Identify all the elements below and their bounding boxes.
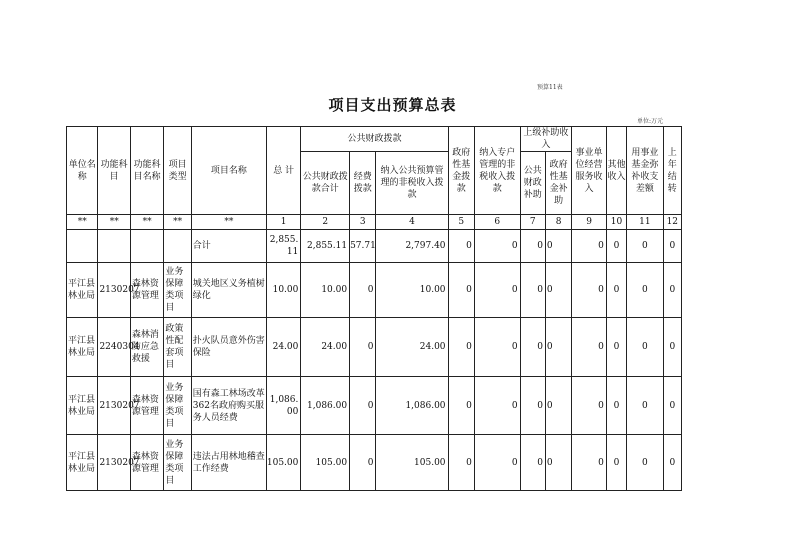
- row-total: 105.00: [266, 435, 301, 491]
- row-unit: 平江县林业局: [67, 435, 98, 491]
- row-pub-subsidy: 0: [520, 377, 545, 435]
- table-row: [67, 435, 682, 491]
- row-business: 0: [572, 435, 607, 491]
- row-total: 1,086.00: [266, 377, 301, 435]
- row-carry: 0: [663, 263, 681, 318]
- index-row: [67, 215, 682, 230]
- row-code: 2130207: [98, 377, 130, 435]
- row-public-total: 24.00: [301, 318, 350, 377]
- row-type: 业务保障类项目: [164, 435, 191, 491]
- row-budget-nontax: 1,086.00: [376, 377, 448, 435]
- header-public-fiscal: 公共财政拨款: [301, 127, 448, 152]
- row-pub-subsidy: 0: [520, 263, 545, 318]
- row-budget-nontax: 105.00: [376, 435, 448, 491]
- header-special-nontax: 纳入专户管理的非税收入拨款: [474, 127, 520, 215]
- index-cell: 4: [376, 215, 448, 230]
- row-public-total: 1,086.00: [301, 377, 350, 435]
- row-budget-nontax: 24.00: [376, 318, 448, 377]
- index-cell: **: [191, 215, 266, 230]
- header-gov-fund-subsidy: 政府性基金补助: [545, 152, 571, 215]
- row-func-name: 森林资源管理: [130, 377, 163, 435]
- row-special-nontax: 0: [474, 435, 520, 491]
- form-number: 预算11表: [537, 84, 563, 91]
- header-gov-fund: 政府性基金拨款: [448, 127, 474, 215]
- summary-carry: 0: [663, 230, 681, 263]
- row-other: 0: [606, 318, 626, 377]
- row-unit: 平江县林业局: [67, 377, 98, 435]
- row-func-name: 森林资源管理: [130, 263, 163, 318]
- index-cell: 10: [606, 215, 626, 230]
- header-fund-balance: 用事业基金弥补收支差额: [627, 127, 664, 215]
- summary-label: 合计: [191, 230, 266, 263]
- row-fund-balance: 0: [627, 318, 664, 377]
- table-row: [67, 318, 682, 377]
- row-business: 0: [572, 377, 607, 435]
- index-cell: 5: [448, 215, 474, 230]
- row-gov-fund: 0: [448, 263, 474, 318]
- page-title: 项目支出预算总表: [328, 96, 457, 114]
- row-unit: 平江县林业局: [67, 318, 98, 377]
- header-public-fiscal-subsidy: 公共财政补助: [520, 152, 545, 215]
- row-total: 10.00: [266, 263, 301, 318]
- summary-business: 0: [572, 230, 607, 263]
- header-func-code: 功能科目: [98, 127, 130, 215]
- row-gov-subsidy: 0: [545, 318, 571, 377]
- header-superior-subsidy: 上级补助收入: [520, 127, 572, 152]
- row-project-name: 违法占用林地稽查工作经费: [191, 435, 266, 491]
- empty-cell: [164, 230, 191, 263]
- header-other-income: 其他收入: [606, 127, 626, 215]
- header-project-type: 项目类型: [164, 127, 191, 215]
- row-budget-nontax: 10.00: [376, 263, 448, 318]
- header-row-1: [67, 127, 682, 152]
- row-fund-balance: 0: [627, 435, 664, 491]
- index-cell: 8: [545, 215, 571, 230]
- table-row: [67, 377, 682, 435]
- row-gov-fund: 0: [448, 318, 474, 377]
- row-type: 政策性配套项目: [164, 318, 191, 377]
- row-func-name: 森林消防应急救援: [130, 318, 163, 377]
- row-gov-subsidy: 0: [545, 377, 571, 435]
- index-cell: 11: [627, 215, 664, 230]
- row-code: 2130207: [98, 435, 130, 491]
- row-code: 2240304: [98, 318, 130, 377]
- row-public-total: 10.00: [301, 263, 350, 318]
- row-pub-subsidy: 0: [520, 318, 545, 377]
- summary-budget-nontax: 2,797.40: [376, 230, 448, 263]
- index-cell: 9: [572, 215, 607, 230]
- row-special-nontax: 0: [474, 318, 520, 377]
- summary-gov-subsidy: 0: [545, 230, 571, 263]
- budget-table: [66, 126, 682, 491]
- header-project-name: 项目名称: [191, 127, 266, 215]
- index-cell: 7: [520, 215, 545, 230]
- header-unit-name: 单位名称: [67, 127, 98, 215]
- row-carry: 0: [663, 377, 681, 435]
- summary-funding: 57.71: [350, 230, 376, 263]
- header-func-name: 功能科目名称: [130, 127, 163, 215]
- empty-cell: [130, 230, 163, 263]
- index-cell: 2: [301, 215, 350, 230]
- row-carry: 0: [663, 435, 681, 491]
- index-cell: 12: [663, 215, 681, 230]
- row-public-total: 105.00: [301, 435, 350, 491]
- row-funding: 0: [350, 263, 376, 318]
- unit-label: 单位:万元: [637, 118, 664, 125]
- row-special-nontax: 0: [474, 263, 520, 318]
- header-business-income: 事业单位经营服务收入: [572, 127, 607, 215]
- row-project-name: 城关地区义务植树绿化: [191, 263, 266, 318]
- summary-special-nontax: 0: [474, 230, 520, 263]
- row-gov-fund: 0: [448, 435, 474, 491]
- index-cell: **: [164, 215, 191, 230]
- summary-row: [67, 230, 682, 263]
- row-type: 业务保障类项目: [164, 377, 191, 435]
- row-business: 0: [572, 318, 607, 377]
- index-cell: **: [67, 215, 98, 230]
- row-carry: 0: [663, 318, 681, 377]
- row-func-name: 森林资源管理: [130, 435, 163, 491]
- summary-fund-balance: 0: [627, 230, 664, 263]
- summary-total: 2,855.11: [266, 230, 301, 263]
- empty-cell: [67, 230, 98, 263]
- row-gov-fund: 0: [448, 377, 474, 435]
- row-pub-subsidy: 0: [520, 435, 545, 491]
- row-total: 24.00: [266, 318, 301, 377]
- index-cell: **: [130, 215, 163, 230]
- row-unit: 平江县林业局: [67, 263, 98, 318]
- empty-cell: [98, 230, 130, 263]
- summary-public-total: 2,855.11: [301, 230, 350, 263]
- index-cell: **: [98, 215, 130, 230]
- row-special-nontax: 0: [474, 377, 520, 435]
- index-cell: 3: [350, 215, 376, 230]
- summary-gov-fund: 0: [448, 230, 474, 263]
- row-project-name: 扑火队员意外伤害保险: [191, 318, 266, 377]
- header-funding: 经费拨款: [350, 152, 376, 215]
- row-other: 0: [606, 435, 626, 491]
- index-cell: 1: [266, 215, 301, 230]
- row-type: 业务保障类项目: [164, 263, 191, 318]
- table-row: [67, 263, 682, 318]
- row-fund-balance: 0: [627, 377, 664, 435]
- header-public-fiscal-total: 公共财政拨款合计: [301, 152, 350, 215]
- row-funding: 0: [350, 435, 376, 491]
- row-gov-subsidy: 0: [545, 263, 571, 318]
- row-funding: 0: [350, 377, 376, 435]
- row-business: 0: [572, 263, 607, 318]
- header-budget-nontax: 纳入公共预算管理的非税收入拨款: [376, 152, 448, 215]
- header-total: 总 计: [266, 127, 301, 215]
- row-other: 0: [606, 377, 626, 435]
- summary-pub-subsidy: 0: [520, 230, 545, 263]
- row-project-name: 国有森工林场改革362名政府购买服务人员经费: [191, 377, 266, 435]
- row-fund-balance: 0: [627, 263, 664, 318]
- row-gov-subsidy: 0: [545, 435, 571, 491]
- row-code: 2130207: [98, 263, 130, 318]
- row-other: 0: [606, 263, 626, 318]
- row-funding: 0: [350, 318, 376, 377]
- summary-other: 0: [606, 230, 626, 263]
- header-last-year-carry: 上年结转: [663, 127, 681, 215]
- index-cell: 6: [474, 215, 520, 230]
